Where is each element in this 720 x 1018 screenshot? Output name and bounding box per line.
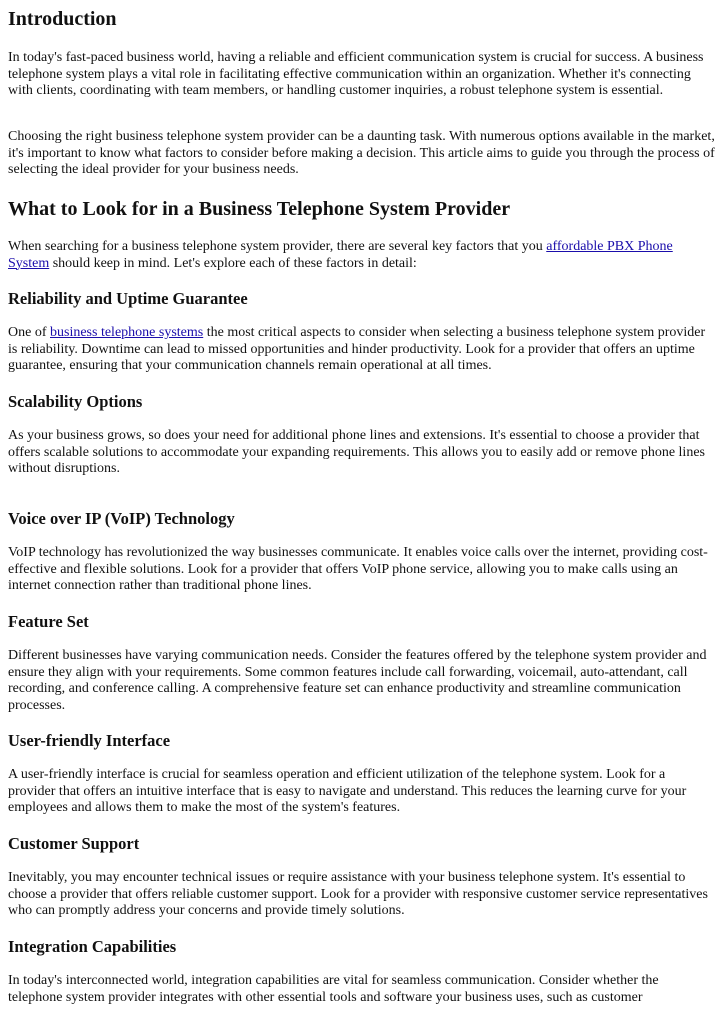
support-paragraph: Inevitably, you may encounter technical issues or require assistance with your business telephone system. It's essential to choose a provider that offers reliable customer support. Look for a provider with responsive customer service representatives who can promptly address your concerns and provide timely solutions. xyxy=(8,870,708,918)
scalability-paragraph: As your business grows, so does your need for additional phone lines and extensions. It's essential to choose a provider that offers scalable solutions to accommodate your expanding requirements. This allows you to easily add or remove phone lines without disruptions. xyxy=(8,428,705,476)
heading-feature-set: Feature Set xyxy=(8,612,89,631)
heading-reliability: Reliability and Uptime Guarantee xyxy=(8,289,248,308)
reliability-paragraph: One of business telephone systems the most critical aspects to consider when selecting a business telephone system provider is reliability. Downtime can lead to missed opportunities and hinder productivity. Look for a provider that offers an uptime guarantee, ensuring that your communication channels remain operational at all times. xyxy=(8,325,706,373)
feature-set-paragraph: Different businesses have varying communication needs. Consider the features offered by the telephone system provider and ensure they align with your requirements. Some common features include call forwarding, voicemail, auto-attendant, call recording, and conference calling. A comprehensive feature set can enhance productivity and streamline communication processes. xyxy=(8,648,707,713)
heading-introduction: Introduction xyxy=(8,8,117,30)
link-affordable-pbx-phone-system[interactable]: affordable PBX Phone System xyxy=(8,239,673,271)
heading-voip: Voice over IP (VoIP) Technology xyxy=(8,509,235,528)
heading-what-to-look-for: What to Look for in a Business Telephone System Provider xyxy=(8,198,511,220)
interface-paragraph: A user-friendly interface is crucial for seamless operation and efficient utilization of the telephone system. Look for a provider that offers an intuitive interface that is easy to navigate and understand. This reduces the learning curve for your employees and allows them to make the most of the system's features. xyxy=(8,767,687,815)
voip-paragraph: VoIP technology has revolutionized the way businesses communicate. It enables voice calls over the internet, providing cost-effective and flexible solutions. Look for a provider that offers VoIP phone service, allowing you to make calls using an internet connection rather than traditional phone lines. xyxy=(8,545,708,593)
link-business-telephone-systems[interactable]: business telephone systems xyxy=(50,325,204,340)
intro-paragraph-1: In today's fast-paced business world, having a reliable and efficient communication system is crucial for success. A business telephone system plays a vital role in facilitating effective communication within an organization. Whether it's connecting with clients, coordinating with team members, or handling customer inquiries, a robust telephone system is essential. xyxy=(8,50,704,98)
intro-paragraph-2: Choosing the right business telephone system provider can be a daunting task. With numerous options available in the market, it's important to know what factors to consider before making a decision. This article aims to guide you through the process of selecting the ideal provider for your business needs. xyxy=(8,129,715,177)
heading-user-friendly-interface: User-friendly Interface xyxy=(8,731,171,750)
heading-integration: Integration Capabilities xyxy=(8,937,177,956)
what-to-look-for-paragraph: When searching for a business telephone system provider, there are several key factors that you affordable PBX Phone System should keep in mind. Let's explore each of these factors in detail: xyxy=(8,239,673,271)
integration-paragraph: In today's interconnected world, integration capabilities are vital for seamless communication. Consider whether the telephone system provider integrates with other essential tools and software your business uses, such as customer xyxy=(8,973,659,1005)
heading-scalability: Scalability Options xyxy=(8,392,143,411)
heading-customer-support: Customer Support xyxy=(8,834,140,853)
